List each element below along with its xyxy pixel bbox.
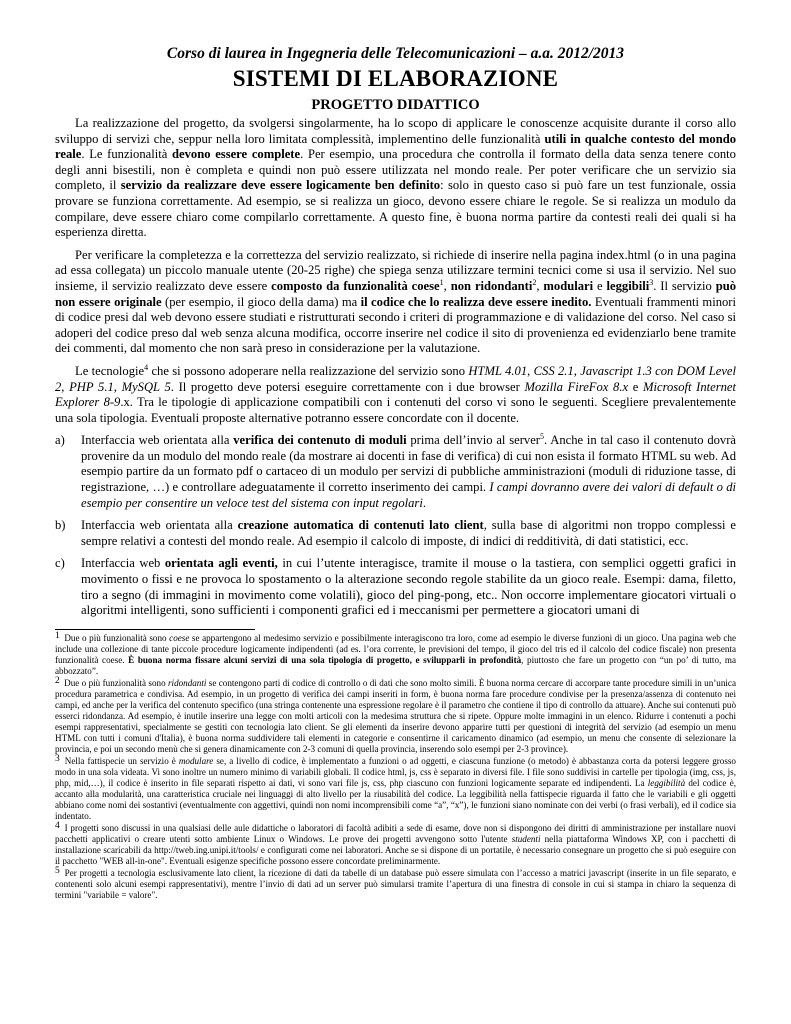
list-item-text: Interfaccia web orientata alla creazione automatica di contenuti lato client, sulla base di algoritmi non troppo complessi e sempre relativi a contesti del mondo reale. Ad esempio il calcolo di imposte, di indici di redditività, di dati statistici, ecc. (81, 518, 736, 548)
footnote-ref: 2 (532, 277, 537, 287)
list-label: c) (55, 556, 65, 571)
footnote-2: 2 Due o più funzionalità sono ridondanti se contengono parti di codice di controllo o di dati che sono molto simili. È buona norma cercare di accorpare tante procedure simili in un’unica procedura parametrica e condivisa. Ad esempio, in un progetto di verifica dei campi inseriti in form, è buona norma fare procedure condivise per la presenza/assenza di contenuto nei campi, ed anche per la verifica del contenuto specifico (una stringa contenente una espressione regolare è il parametro che contiene il tipo di controllo da attuare). Anche sui contenuti può esserci ridondanza. Ad esempio, è inutile inserire una legge con molti articoli con la medesima struttura che si ripete. Oppure molte immagini in un elenco. Ridurre i contenuti a pochi esempi rappresentativi, specialmente se gestiti con tecnologia lato client. Se gli elementi da inserire devono apparire tutti per questioni di integrità del servizio (ad esempio un menu HTML con tutti i comuni d'Italia), è buona norma suddividere tali elementi in categorie e consentirne il caricamento dinamico (ad esempio, un menu che consente di selezionare la provincia, e poi un secondo menù che si genera dinamicamente con 2-3 comuni di quella provincia, inserendo solo esempi per 2-3 province). (55, 675, 736, 754)
paragraph-intro: La realizzazione del progetto, da svolgersi singolarmente, ha lo scopo di applicare le conoscenze acquisite durante il corso allo sviluppo di servizi che, seppur nella loro limitata complessità, implementino delle funzionalità utili in qualche contesto del mondo reale. Le funzionalità devono essere complete. Per esempio, una procedura che controlla il formato della data senza tenere conto degli anni bisestili, non è completa e quindi non può essere utilizzata nel mondo reale. Per poter verificare che un servizio sia completo, il servizio da realizzare deve essere logicamente ben definito: solo in questo caso si può fare un test funzionale, ossia provare se funziona correttamente. Ad esempio, se si realizza un gioco, devono essere chiare le regole. Se si realizza un modulo da compilare, deve essere chiaro come compilarlo correttamente. A questo fine, è buona norma partire da contesti reali dei quali si ha esperienza diretta. (55, 116, 736, 240)
list-label: b) (55, 518, 66, 533)
list-item-b (55, 518, 736, 549)
list-item-text: Interfaccia web orientata agli eventi, in cui l’utente interagisce, tramite il mouse o la tastiera, con semplici oggetti grafici in movimento o fissi e ne provoca lo spostamento o la alterazione secondo regole stabilite da un gioco reale. Esempi: dama, filetto, tiro a segno (di immagini in movimento come volatili), gioco del ping-pong, etc.. Non occorre implementare giocatori virtuali o algoritmi intelligenti, sono sufficienti i componenti grafici ed i meccanismi per permettere a giocatori umani di (81, 556, 737, 618)
course-heading: Corso di laurea in Ingegneria delle Telecomunicazioni – a.a. 2012/2013 (166, 45, 625, 62)
page-title: SISTEMI DI ELABORAZIONE (232, 66, 559, 91)
list-item-a (55, 433, 736, 511)
footnote-ref: 3 (649, 277, 654, 287)
page-subtitle: PROGETTO DIDATTICO (311, 97, 480, 113)
document-body (55, 116, 736, 619)
footnote-ref: 1 (439, 277, 444, 287)
footnote-5: 5 Per progetti a tecnologia esclusivamente lato client, la ricezione di dati da tabelle di un database può essere simulata con l’accesso a matrici javascript (inserite in un file separato, e contenenti solo alcuni esempi rappresentativi), mentre l’invio di dati ad un server può simularsi tramite l’apertura di una finestra di console in cui si stampa in chiaro la sequenza di termini "variabile = valore". (55, 865, 736, 900)
document-page (55, 44, 736, 902)
list-label: a) (55, 433, 65, 448)
footnote-4: 4 I progetti sono discussi in una qualsiasi delle aule didattiche o laboratori di facoltà adibiti a sede di esame, dove non si dispongono dei diritti di amministrazione per installare nuovi pacchetti applicativi o creare utenti sotto ambiente Linux o Windows. Le prove dei progetti avvengono sotto l'utente studenti nella piattaforma Windows XP, con i pacchetti di installazione scaricabili da http://tweb.ing.unipi.it/tools/ e configurati come nei laboratori. Anche se si dispone di un portatile, è necessario consegnare un progetto che si può eseguire con il pacchetto "WEB all-in-one". Eventuali esigenze specifiche possono essere concordate preliminarmente. (55, 820, 736, 866)
footnote-ref: 5 (539, 432, 544, 442)
footnote-3: 3 Nella fattispecie un servizio è modulare se, a livello di codice, è implementato a funzioni o ad oggetti, e ciascuna funzione (o metodo) è abbastanza corta da potersi leggere grosso modo in una sola videata. Vi sono inoltre un numero minimo di variabili globali. Il codice html, js, css è separato in diversi file. I file sono suddivisi in cartelle per tipologia (img, css, js, php, mid,…), il codice è inserito in file separati rispetto ai dati, vi sono vari file js, css, php ciascuno con funzioni logicamente separate ed indipendenti. La leggibilità del codice è, accanto alla modularità, una caratteristica cruciale nei linguaggi di alto livello per la riusabilità del codice. La leggibilità nella fattispecie riguarda il fatto che le variabili e gli oggetti abbiano come nomi dei sostantivi (eventualmente con aggettivi, quindi non nomi incomprensibili come “a”, “x”), le funzioni siano nominate con dei verbi (o frasi verbali), ed il codice sia indentato. (55, 753, 737, 821)
list-item-c (55, 556, 736, 618)
footnote-1: 1 Due o più funzionalità sono coese se appartengono al medesimo servizio e possibilmente interagiscono tra loro, come ad esempio le diverse funzioni di un gioco. Una pagina web che include una collezione di tante piccole procedure logicamente indipendenti (ad es. l’ora corrente, le previsioni del tempo, il gioco del tris ed il calcolo del codice fiscale) non presenta funzionalità coese. È buona norma fissare alcuni servizi di una sola tipologia di progetto, e svilupparli in profondità, piuttosto che fare un progetto con “un po’ di tutto, ma abbozzato”. (55, 630, 737, 676)
paragraph-technologies: Le tecnologie$^4$ che si possono adoperare nella realizzazione del servizio sono HTML 4.01, CSS 2.1, Javascript 1.3 con DOM Level 2, PHP 5.1, MySQL 5. Il progetto deve potersi eseguire correttamente con i due browser Mozilla FireFox 8.x e Microsoft Internet Explorer 8-9.x. Tra le tipologie di applicazione compatibili con i contenuti del corso vi sono le seguenti. Scegliere prevalentemente una sola tipologia. Eventuali proposte alternative potranno essere concordate con il docente. (55, 362, 737, 425)
footnote-separator (55, 629, 255, 630)
paragraph-verification: Per verificare la completezza e la correttezza del servizio realizzato, si richiede di inserire nella pagina index.html (o in una pagina ad essa collegata) un piccolo manuale utente (20-25 righe) che spiega senza utilizzare termini tecnici come si usa il servizio. Nel suo insieme, il servizio realizzato deve essere composto da funzionalità coese$^1$, non ridondanti$^2$, modulari e leggibili$^3$. Il servizio può non essere originale (per esempio, il gioco della dama) ma il codice che lo realizza deve essere inedito. Eventuali frammenti minori di codice presi dal web devono essere studiati e ristrutturati secondo i criteri di programmazione e di validazione del corso. Nel caso si adoperi del codice preso dal web senza alcuna modifica, occorre inserire nel codice il sito di provenienza ed evidenziarlo bene tramite dei commenti, dal momento che non sarà preso in considerazione per la valutazione. (55, 247, 737, 356)
list-item-text: Interfaccia web orientata alla verifica dei contenuto di moduli prima dell’invio al server$^5$. Anche in tal caso il contenuto dovrà provenire da un modulo del mondo reale (da mostrare ai docenti in fase di verifica) di cui non esista il formato HTML su web. Ad esempio partire da un formato pdf o cartaceo di un modulo per servizi di pubbliche amministrazioni (moduli di riduzione tasse, di registrazione, …) e controllare adeguatamente il corretto inserimento dei campi. I campi dovranno avere dei valori di default o di esempio per consentire un veloce test del sistema con input regolari. (81, 432, 736, 510)
footnotes (55, 630, 737, 901)
footnote-ref: 4 (144, 362, 149, 372)
